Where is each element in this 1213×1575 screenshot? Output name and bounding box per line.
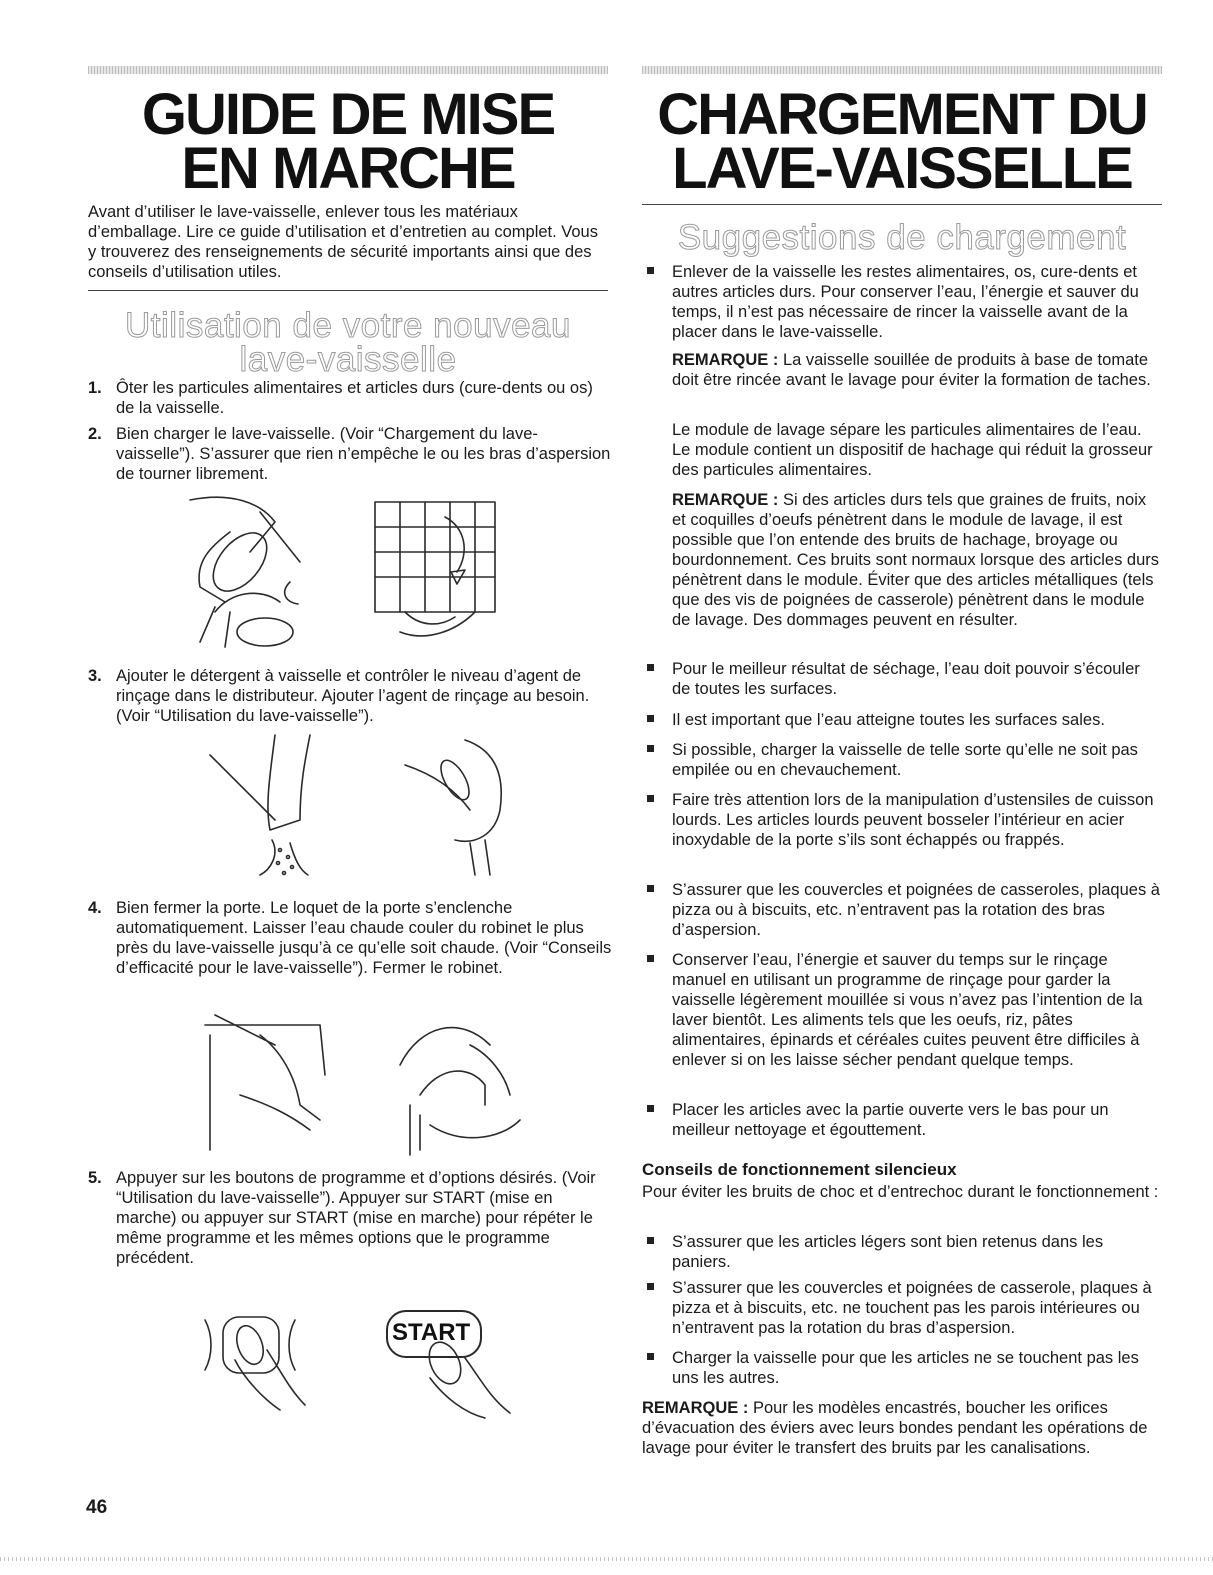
- illustration-pressing-start: [410, 1318, 550, 1428]
- bullet-marker: [647, 795, 654, 802]
- note-hard-items: [672, 490, 1162, 630]
- step-3-number: 3.: [88, 667, 102, 685]
- note-tomato-text: La vaisselle souillée de produits à base de tomate doit être rincée avant le lavage pour éviter la formation de taches.: [672, 351, 1151, 389]
- loading-tip-2: Pour le meilleur résultat de séchage, l’eau doit pouvoir s’écouler de toutes les surfaces.: [672, 660, 1140, 698]
- illustration-faucet: [390, 1005, 540, 1155]
- bottom-rule: [0, 1557, 1213, 1561]
- top-rule-left: [88, 66, 608, 74]
- loading-tip-8: Placer les articles avec la partie ouverte vers le bas pour un meilleur nettoyage et égouttement.: [672, 1101, 1109, 1139]
- loading-tip-6: S’assurer que les couvercles et poignées de casseroles, plaques à pizza ou à biscuits, etc. n’entravent pas la rotation des bras d’aspersion.: [672, 881, 1160, 939]
- left-intro: Avant d’utiliser le lave-vaisselle, enlever tous les matériaux d’emballage. Lire ce guide d’utilisation et d’entretien au complet. Vous y trouverez des renseignements de sécurité importants ainsi que des conseils d’utilisation utiles.: [88, 203, 598, 281]
- step-5-text: Appuyer sur les boutons de programme et d’options désirés. (Voir “Utilisation du lave-vaisselle”). Appuyer sur START (mise en marche) ou appuyer sur START (mise en marche) pour répéter le même programme et les mêmes options que le programme précédent.: [116, 1169, 596, 1267]
- bullet-marker: [647, 1237, 654, 1244]
- wash-module-paragraph: Le module de lavage sépare les particules alimentaires de l’eau. Le module contient un dispositif de hachage qui réduit la grosseur des particules alimentaires.: [672, 421, 1153, 479]
- bullet-marker: [647, 1353, 654, 1360]
- bullet-marker: [647, 664, 654, 671]
- start-button-label: START: [392, 1319, 471, 1346]
- illustration-pouring-detergent: [200, 735, 400, 885]
- remarque-label: REMARQUE :: [672, 491, 779, 509]
- step-1-number: 1.: [88, 379, 102, 397]
- illustration-dishwasher-rack: [365, 492, 515, 657]
- final-note-text: Pour les modèles encastrés, boucher les orifices d’évacuation des éviers avec leurs bondes pendant les opérations de lavage pour éviter le transfert des bruits par les canalisations.: [642, 1399, 1148, 1457]
- bullet-marker: [647, 1283, 654, 1290]
- page-number: 46: [86, 1497, 108, 1518]
- loading-tip-3: Il est important que l’eau atteigne toutes les surfaces sales.: [672, 711, 1105, 729]
- bullet-marker: [647, 267, 654, 274]
- remarque-label: REMARQUE :: [672, 351, 779, 369]
- loading-tip-4: Si possible, charger la vaisselle de telle sorte qu’elle ne soit pas empilée ou en chevauchement.: [672, 741, 1138, 779]
- illustration-rinse-aid-bottle: [395, 735, 555, 885]
- left-section-title-line1: Utilisation de votre nouveau: [125, 306, 571, 345]
- illustration-pressing-option-button: [195, 1305, 325, 1415]
- quiet-operation-intro: Pour éviter les bruits de choc et d’entrechoc durant le fonctionnement :: [642, 1183, 1159, 1201]
- step-4-text: Bien fermer la porte. Le loquet de la porte s’enclenche automatiquement. Laisser l’eau chaude couler du robinet le plus près du lave-vaisselle jusqu’à ce qu’elle soit chaude. (Voir “Conseils d’efficacité pour le lave-vaisselle”). Fermer le robinet.: [116, 899, 612, 977]
- step-5-number: 5.: [88, 1169, 102, 1187]
- step-2-text: Bien charger le lave-vaisselle. (Voir “Chargement du lave-vaisselle”). S’assurer que rien n’empêche le ou les bras d’aspersion de tourner librement.: [116, 425, 611, 483]
- left-divider: [88, 290, 608, 291]
- loading-tip-1: Enlever de la vaisselle les restes alimentaires, os, cure-dents et autres articles durs. Pour conserver l’eau, l’énergie et sauver du temps, il n’est pas nécessaire de rincer la vaisselle avant de la placer dans le lave-vaisselle.: [672, 263, 1139, 341]
- bullet-marker: [647, 955, 654, 962]
- bullet-marker: [647, 715, 654, 722]
- step-1-text: Ôter les particules alimentaires et articles durs (cure-dents ou os) de la vaisselle.: [116, 379, 593, 417]
- right-title-line2: LAVE-VAISSELLE: [672, 136, 1132, 201]
- illustration-closing-door: [200, 1005, 370, 1155]
- loading-tip-7: Conserver l’eau, l’énergie et sauver du temps sur le rinçage manuel en utilisant un programme de rinçage pour garder la vaisselle légèrement mouillée si vous n’avez pas l’intention de la laver bientôt. Les aliments tels que les oeufs, riz, pâtes alimentaires, épinards et céréales cuites peuvent être difficiles à enlever si on les laisse sécher pendant quelque temps.: [672, 951, 1143, 1069]
- remarque-label: REMARQUE :: [642, 1399, 749, 1417]
- step-4-number: 4.: [88, 899, 102, 917]
- note-tomato: [672, 350, 1162, 390]
- bullet-marker: [647, 1105, 654, 1112]
- left-title-line2: EN MARCHE: [181, 136, 515, 201]
- step-3-text: Ajouter le détergent à vaisselle et contrôler le niveau d’agent de rinçage dans le distributeur. Ajouter l’agent de rinçage au besoin. (Voir “Utilisation du lave-vaisselle”).: [116, 667, 590, 725]
- quiet-tip-3: Charger la vaisselle pour que les articles ne se touchent pas les uns les autres.: [672, 1349, 1139, 1387]
- top-rule-right: [642, 66, 1162, 74]
- quiet-tip-2: S’assurer que les couvercles et poignées de casserole, plaques à pizza et à biscuits, etc. ne touchent pas les parois intérieures ou n’entravent pas la rotation du bras d’aspersion.: [672, 1279, 1152, 1337]
- note-hard-items-text: Si des articles durs tels que graines de fruits, noix et coquilles d’oeufs pénètrent dans le module de lavage, il est possible que l’on entende des bruits de hachage, broyage ou bourdonnement. Ces bruits sont normaux lorsque des articles durs pénètrent dans le module. Éviter que des articles métalliques (tels que des vis de poignées de casserole) pénètrent dans le module de lavage. Des dommages peuvent en résulter.: [672, 491, 1159, 629]
- bullet-marker: [647, 885, 654, 892]
- quiet-tip-1: S’assurer que les articles légers sont bien retenus dans les paniers.: [672, 1233, 1104, 1271]
- left-title-line1: GUIDE DE MISE: [141, 82, 555, 147]
- right-title-line1: CHARGEMENT DU: [657, 82, 1147, 147]
- right-divider: [642, 204, 1162, 205]
- loading-tip-5: Faire très attention lors de la manipulation d’ustensiles de cuisson lourds. Les articles lourds peuvent bosseler l’intérieur en acier inoxydable de la porte s’ils sont échappés ou frappés.: [672, 791, 1154, 849]
- final-note: [642, 1398, 1162, 1458]
- step-2-number: 2.: [88, 425, 102, 443]
- quiet-operation-title: Conseils de fonctionnement silencieux: [642, 1160, 957, 1179]
- left-section-title-line2: lave-vaisselle: [239, 340, 457, 379]
- bullet-marker: [647, 745, 654, 752]
- right-section-title: Suggestions de chargement: [677, 218, 1127, 257]
